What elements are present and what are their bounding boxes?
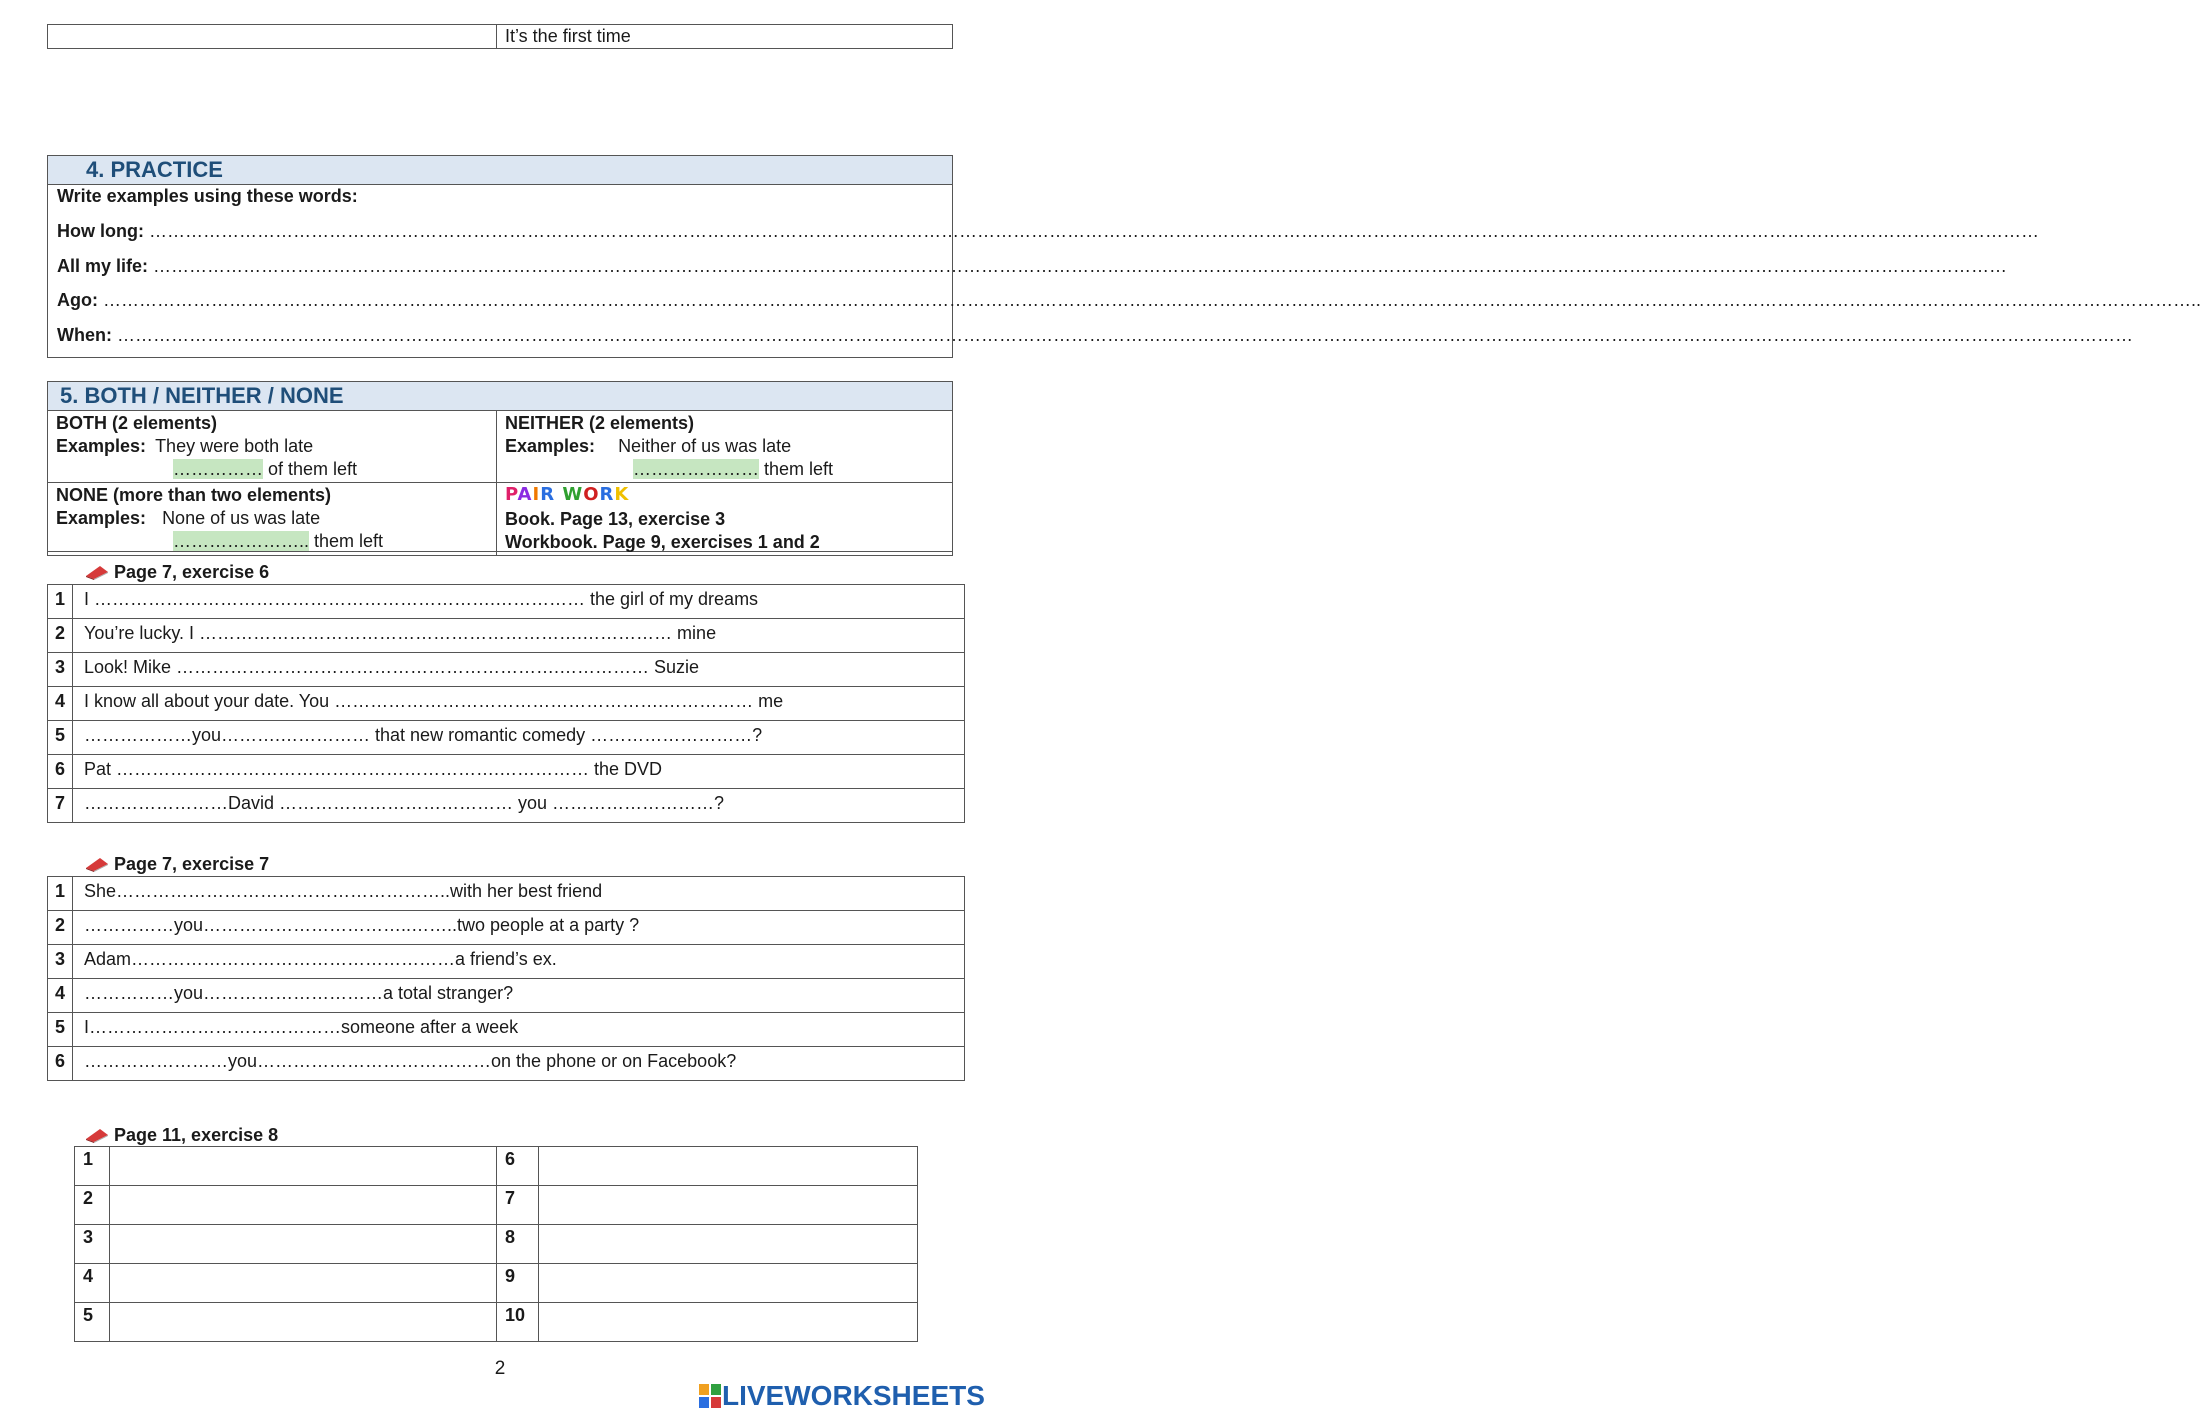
practice-line-all-my-life[interactable]: [57, 256, 2007, 277]
practice-dots: …………………………………………………………………………………………………………………………………………………………………………………………………………………………………………………………………………………: [153, 256, 2008, 276]
row-number: 1: [48, 877, 73, 911]
top-table: [47, 24, 953, 49]
row-number: 4: [48, 979, 73, 1013]
ex8-header: [84, 1125, 278, 1146]
row-number: 9: [497, 1264, 539, 1303]
practice-label: Ago:: [57, 290, 98, 310]
row-text[interactable]: She………………………………………………..with her best friend: [73, 877, 965, 911]
practice-dots: ………………………………………………………………………………………………………………………………………………………………………………………………………………………………………………………………………………………: [149, 221, 2039, 241]
table-row: [48, 1013, 965, 1047]
table-row: [48, 619, 965, 653]
answer-cell[interactable]: [539, 1264, 918, 1303]
table-row: [75, 1264, 918, 1303]
bnn-title: 5. BOTH / NEITHER / NONE: [48, 382, 952, 411]
top-table-left-cell: [48, 25, 497, 49]
table-row: [75, 1303, 918, 1342]
pair-work-book: Book. Page 13, exercise 3: [505, 509, 726, 529]
page-number: 2: [494, 1358, 506, 1379]
ex8-title: Page 11, exercise 8: [114, 1125, 279, 1145]
row-number: 6: [48, 755, 73, 789]
row-number: 1: [75, 1147, 110, 1186]
table-row: [48, 911, 965, 945]
both-cell: [48, 411, 497, 483]
row-text[interactable]: ……………………David ………………………………… you ………………………?: [73, 789, 965, 823]
row-number: 2: [48, 619, 73, 653]
none-examples-label: Examples:: [56, 508, 147, 528]
row-text[interactable]: Pat ……………………………………………………….…………… the DVD: [73, 755, 965, 789]
row-number: 5: [48, 1013, 73, 1047]
none-example-1: None of us was late: [162, 508, 321, 528]
table-row: [48, 721, 965, 755]
answer-cell[interactable]: [539, 1225, 918, 1264]
pair-work-logo: PAIR WORK: [505, 484, 630, 505]
book-icon: [84, 564, 110, 580]
row-number: 3: [75, 1225, 110, 1264]
row-number: 4: [48, 687, 73, 721]
ex8-table: [74, 1146, 918, 1342]
ex7-table: [47, 876, 965, 1081]
neither-blank[interactable]: …………………: [633, 459, 759, 479]
table-row: [48, 945, 965, 979]
answer-cell[interactable]: [110, 1147, 497, 1186]
row-text[interactable]: ……………………you…………………………………on the phone or on Facebook?: [73, 1047, 965, 1081]
table-row: [75, 1147, 918, 1186]
both-neither-none-section: [47, 381, 953, 552]
answer-cell[interactable]: [539, 1147, 918, 1186]
row-number: 6: [48, 1047, 73, 1081]
row-number: 3: [48, 945, 73, 979]
table-row: [75, 1225, 918, 1264]
ex7-title: Page 7, exercise 7: [114, 854, 270, 874]
pair-work-workbook: Workbook. Page 9, exercises 1 and 2: [505, 532, 820, 552]
neither-example-1: Neither of us was late: [618, 436, 792, 456]
row-number: 2: [48, 911, 73, 945]
liveworksheets-logo-icon: [698, 1383, 722, 1409]
row-text[interactable]: Look! Mike ……………………………………………………….…………… Suzie: [73, 653, 965, 687]
practice-label: When:: [57, 325, 112, 345]
row-text[interactable]: ……………you……………………………..……..two people at a party ?: [73, 911, 965, 945]
both-examples-label: Examples:: [56, 436, 147, 456]
neither-examples-label: Examples:: [505, 436, 596, 456]
practice-line-ago[interactable]: [57, 290, 2201, 311]
row-number: 1: [48, 585, 73, 619]
table-row: [48, 585, 965, 619]
table-row: [48, 789, 965, 823]
ex6-header: [84, 562, 269, 583]
practice-label: All my life:: [57, 256, 149, 276]
row-text[interactable]: ……………you…………………………a total stranger?: [73, 979, 965, 1013]
ex6-table: [47, 584, 965, 823]
row-number: 7: [48, 789, 73, 823]
answer-cell[interactable]: [110, 1186, 497, 1225]
row-number: 2: [75, 1186, 110, 1225]
practice-title: 4. PRACTICE: [48, 156, 952, 185]
row-number: 6: [497, 1147, 539, 1186]
neither-cell: [497, 411, 953, 483]
none-example-2-rest: them left: [309, 531, 384, 551]
row-text[interactable]: I ………………………………………………………….…………… the girl of my dreams: [73, 585, 965, 619]
table-row: [48, 755, 965, 789]
none-cell: [48, 483, 497, 556]
practice-section: [47, 155, 2201, 358]
practice-instruction: Write examples using these words:: [57, 186, 358, 206]
row-number: 5: [75, 1303, 110, 1342]
row-number: 7: [497, 1186, 539, 1225]
answer-cell[interactable]: [539, 1186, 918, 1225]
row-text[interactable]: I……………………………………someone after a week: [73, 1013, 965, 1047]
book-icon: [84, 1127, 110, 1143]
none-heading: NONE (more than two elements): [56, 485, 332, 505]
answer-cell[interactable]: [539, 1303, 918, 1342]
table-row: [48, 1047, 965, 1081]
liveworksheets-logo: [698, 1380, 985, 1412]
practice-dots: ……………………………………………………………………………………………………………………………………………………………………………………………………………………………………………………………………………………………………………………..: [103, 290, 2201, 310]
practice-line-how-long[interactable]: [57, 221, 2039, 242]
row-number: 3: [48, 653, 73, 687]
table-row: [75, 1186, 918, 1225]
table-row: [48, 653, 965, 687]
row-number: 8: [497, 1225, 539, 1264]
ex6-title: Page 7, exercise 6: [114, 562, 270, 582]
pair-work-cell: [497, 483, 953, 556]
practice-label: How long:: [57, 221, 144, 241]
row-number: 4: [75, 1264, 110, 1303]
bnn-table: [47, 410, 953, 556]
row-number: 5: [48, 721, 73, 755]
answer-cell[interactable]: [110, 1303, 497, 1342]
neither-example-2-rest: them left: [759, 459, 834, 479]
ex7-header: [84, 854, 269, 875]
row-text[interactable]: Adam………………………………………………a friend’s ex.: [73, 945, 965, 979]
both-example-2-rest: of them left: [263, 459, 358, 479]
book-icon: [84, 856, 110, 872]
both-blank[interactable]: ……………: [173, 459, 263, 479]
liveworksheets-logo-text: LIVEWORKSHEETS: [722, 1380, 985, 1411]
neither-heading: NEITHER (2 elements): [505, 413, 695, 433]
answer-cell[interactable]: [110, 1264, 497, 1303]
both-example-1: They were both late: [155, 436, 314, 456]
table-row: [48, 979, 965, 1013]
row-text[interactable]: You’re lucky. I ……………………………………………………….…………… mine: [73, 619, 965, 653]
row-number: 10: [497, 1303, 539, 1342]
answer-cell[interactable]: [110, 1225, 497, 1264]
practice-line-when[interactable]: [57, 325, 2133, 346]
top-table-right-cell: It’s the first time: [497, 25, 953, 49]
practice-dots: …………………………………………………………………………………………………………………………………………………………………………………………………………………………………………………………………………………………………………: [117, 325, 2133, 345]
row-text[interactable]: ………………you……….…………… that new romantic comedy ………………………?: [73, 721, 965, 755]
row-text[interactable]: I know all about your date. You ……………………………………………….…………… me: [73, 687, 965, 721]
both-heading: BOTH (2 elements): [56, 413, 218, 433]
table-row: [48, 687, 965, 721]
none-blank[interactable]: …………………..: [173, 531, 310, 551]
table-row: [48, 877, 965, 911]
